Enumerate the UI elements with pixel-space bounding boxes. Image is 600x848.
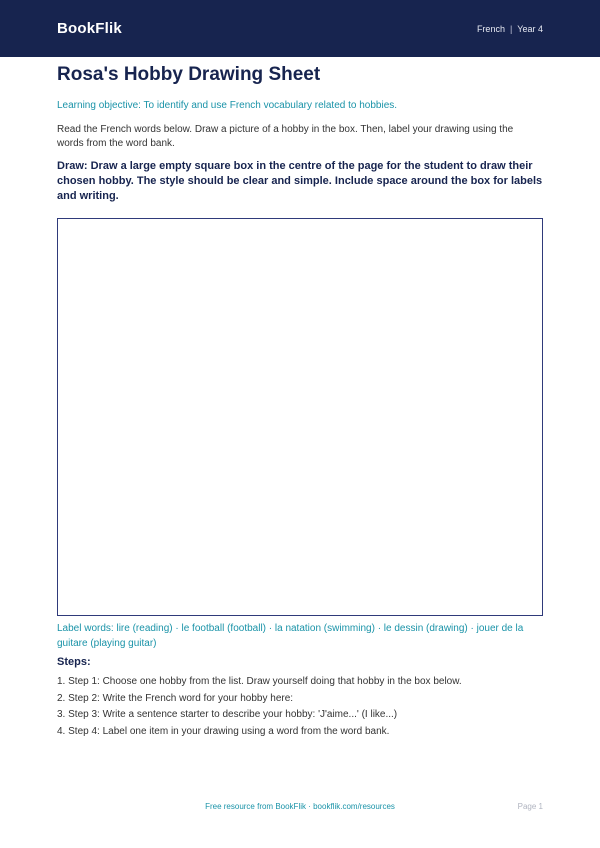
page-number: Page 1 [517,802,543,811]
header-meta [477,24,543,34]
step-item: 3. Step 3: Write a sentence starter to describe your hobby: 'J'aime...' (I like...) [57,709,398,720]
subject-label: French [476,23,505,34]
page-header [0,0,600,57]
year-label: Year 4 [517,23,543,34]
meta-separator: | [509,23,513,34]
brand-logo: BookFlik [57,20,122,37]
steps-heading: Steps: [57,656,91,668]
footer-link[interactable]: Free resource from BookFlik · bookflik.com/resources [205,802,395,811]
label-words: Label words: lire (reading) · le football (football) · la natation (swimming) · le dessin (drawing) · jouer de la guitare (playing guitar) [57,623,524,649]
step-item: 2. Step 2: Write the French word for your hobby here: [57,692,294,704]
draw-note: Draw: Draw a large empty square box in the centre of the page for the student to draw their chosen hobby. The style should be clear and simple. Include space around the box for labels and writing. [57,160,543,202]
learning-objective: Learning objective: To identify and use French vocabulary related to hobbies. [57,100,398,111]
instructions-text: Read the French words below. Draw a picture of a hobby in the box. Then, label your drawing using the words from the word bank. [57,124,514,149]
page-title: Rosa's Hobby Drawing Sheet [57,64,321,85]
drawing-box[interactable] [57,218,543,616]
step-item: 4. Step 4: Label one item in your drawing using a word from the word bank. [57,725,390,737]
step-item: 1. Step 1: Choose one hobby from the list. Draw yourself doing that hobby in the box below. [57,676,462,687]
steps-list [57,675,547,741]
